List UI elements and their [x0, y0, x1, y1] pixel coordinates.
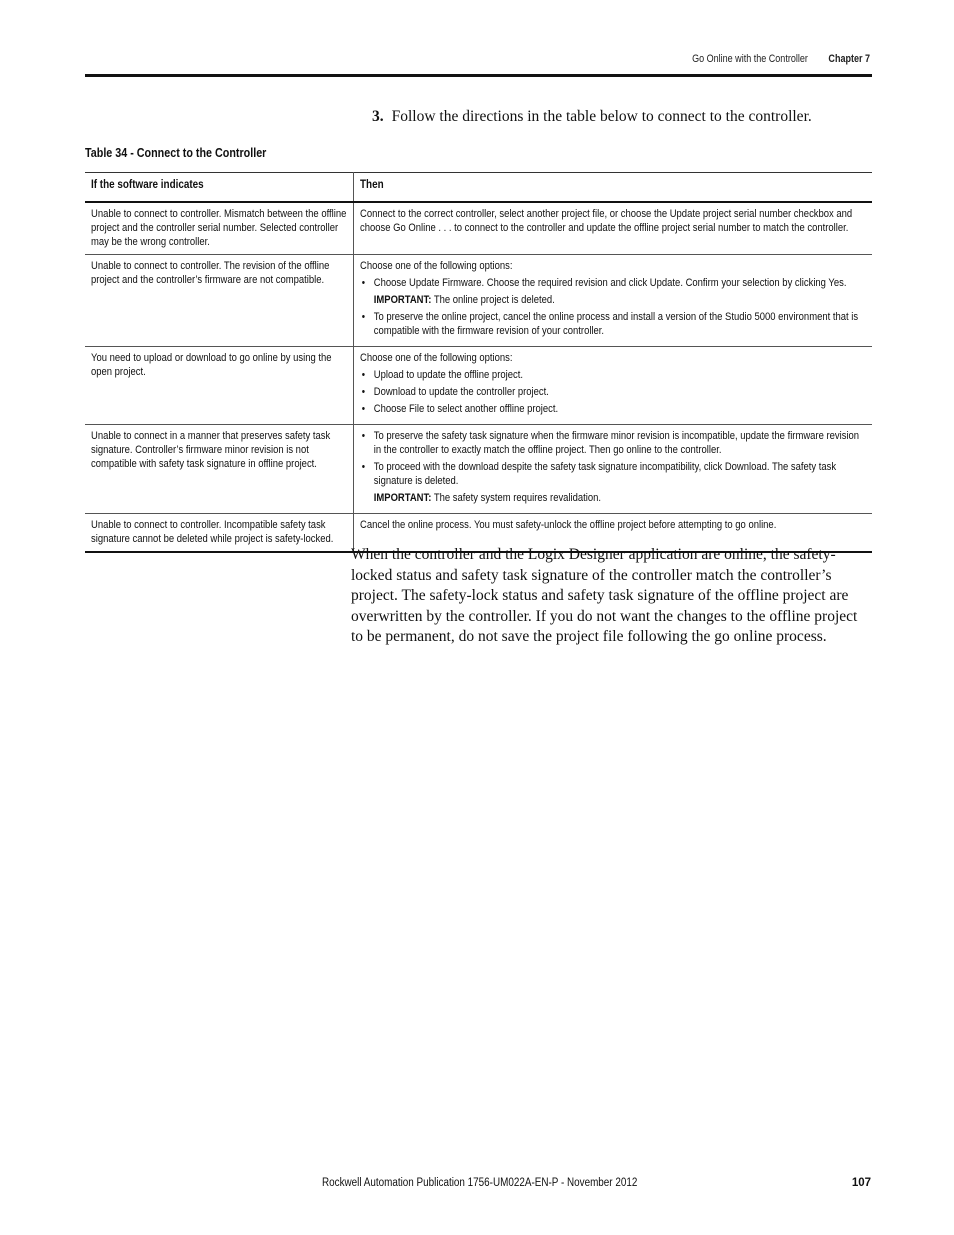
indicates-cell: Unable to connect to controller. The revision of the offline project and the controller’s firmware are not compatible.: [85, 255, 354, 347]
table-row: [85, 347, 872, 425]
then-cell: [354, 425, 873, 514]
list-item: • Upload to update the offline project.: [360, 368, 865, 382]
header-rule: [85, 74, 872, 77]
table-caption: Table 34 - Connect to the Controller: [85, 146, 267, 160]
then-cell: Connect to the correct controller, select another project file, or choose the Update project serial number checkbox and choose Go Online . . . to connect to the controller and update the offline project serial number to match the controller.: [360, 208, 853, 234]
then-cell: [354, 347, 873, 425]
body-paragraph: When the controller and the Logix Designer application are online, the safety-locked status and safety task signature of the controller match the controller’s project. The safety-lock status and safety task signature of the offline project are overwritten by the controller. If you do not want the changes to the offline project to be permanent, do not save the project file following the go online process.: [351, 546, 858, 645]
indicates-cell: Unable to connect to controller. Mismatch between the offline project and the controller serial number. Selected controller may be the wrong controller.: [85, 202, 354, 255]
list-item: • To proceed with the download despite the safety task signature incompatibility, click Download. The safety task signature is deleted. IMPORTANT: The safety system requires revalidation.: [360, 460, 865, 505]
step-number: 3.: [372, 108, 384, 125]
column-header-indicates: If the software indicates: [85, 173, 354, 203]
connect-table: [85, 172, 872, 553]
then-intro: Choose one of the following options:: [360, 260, 513, 272]
indicates-cell: Unable to connect to controller. Incompatible safety task signature cannot be deleted while project is safety-locked.: [85, 514, 354, 553]
chapter-label: Chapter 7: [828, 53, 870, 65]
then-cell: [354, 255, 873, 347]
list-item: • To preserve the online project, cancel the online process and install a version of the Studio 5000 environment that is compatible with the firmware revision of your controller.: [360, 310, 865, 338]
list-item: • To preserve the safety task signature when the firmware minor revision is incompatible, update the firmware revision in the controller to exactly match the offline project. Then go online to the controller.: [360, 429, 865, 457]
running-header: [692, 53, 870, 65]
indicates-cell: You need to upload or download to go online by using the open project.: [85, 347, 354, 425]
page-number: 107: [851, 1177, 871, 1189]
table-header-row: [85, 173, 872, 203]
table-row: [85, 202, 872, 255]
table-row: [85, 425, 872, 514]
table-row: [85, 255, 872, 347]
column-header-then: Then: [360, 179, 384, 191]
section-title: Go Online with the Controller: [692, 53, 808, 65]
important-note: IMPORTANT: The online project is deleted.: [373, 294, 555, 306]
publication-info: Rockwell Automation Publication 1756-UM022A-EN-P - November 2012: [322, 1177, 638, 1189]
list-item: • Download to update the controller project.: [360, 385, 865, 399]
list-item: • Choose Update Firmware. Choose the required revision and click Update. Confirm your selection by clicking Yes. IMPORTANT: The online project is deleted.: [360, 276, 865, 307]
indicates-cell: Unable to connect in a manner that preserves safety task signature. Controller’s firmware minor revision is not compatible with safety task signature in offline project.: [85, 425, 354, 514]
then-cell: Cancel the online process. You must safety-unlock the offline project before attempting to go online.: [360, 519, 777, 531]
important-note: IMPORTANT: The safety system requires revalidation.: [373, 492, 602, 504]
then-intro: Choose one of the following options:: [360, 352, 513, 364]
list-item: • Choose File to select another offline project.: [360, 402, 865, 416]
step-text: Follow the directions in the table below to connect to the controller.: [391, 108, 812, 125]
step-3: [372, 108, 812, 126]
